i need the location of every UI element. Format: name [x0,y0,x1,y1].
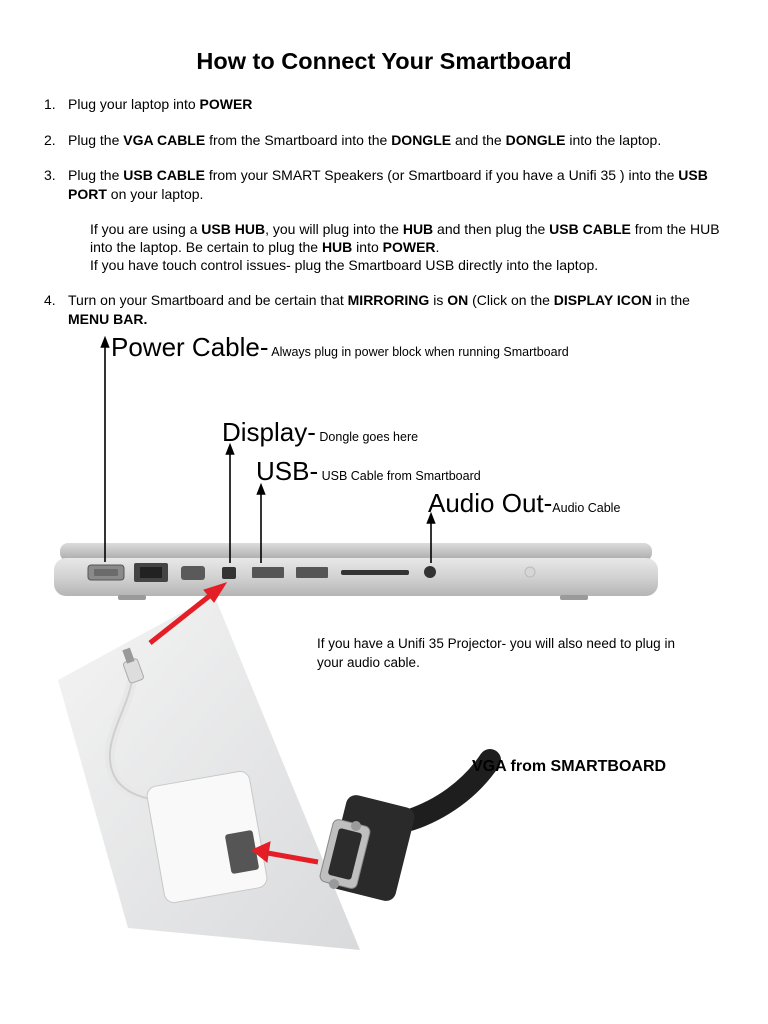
bold-term: VGA CABLE [123,132,206,148]
page-title: How to Connect Your Smartboard [196,48,572,74]
bold-term: DISPLAY ICON [553,292,652,308]
firewire-port [181,566,205,580]
bold-term: USB CABLE [549,221,631,237]
step-number: 3. [44,167,56,183]
text-run: Plug the [68,132,124,148]
step-number: 1. [44,96,56,112]
text-run: from the Smartboard into the [205,132,392,148]
bold-term: MIRRORING [347,292,430,308]
dongle-photo [58,595,360,950]
bold-term: USB CABLE [123,167,205,183]
usb-hub-note-line-2: If you have touch control issues- plug the Smartboard USB directly into the laptop. [90,257,599,273]
bold-term: POWER [199,96,253,112]
text-run: and the [451,132,506,148]
text-run: . [435,239,440,255]
text-run: If you are using a [90,221,202,237]
bold-term: HUB [402,221,434,237]
usb-callout: USB- USB Cable from Smartboard [256,456,481,486]
callout-pointers [102,338,435,563]
bold-term: HUB [321,239,353,255]
text-run: from your SMART Speakers (or Smartboard if you have a Unifi 35 ) into the [204,167,679,183]
sd-card-slot [341,570,409,575]
bold-term: DONGLE [391,132,452,148]
text-run: (Click on the [468,292,554,308]
usb-port-2 [296,567,328,578]
magsafe-power-port [88,565,124,580]
vga-label: VGA from SMARTBOARD [472,758,667,775]
bold-term: MENU BAR. [68,311,148,327]
bold-term: USB PORT [68,167,708,202]
unifi-note: If you have a Unifi 35 Projector- you will also need to plug in your audio cable. [317,636,675,670]
text-run: , you will plug into the [265,221,403,237]
audio-out-callout: Audio Out-Audio Cable [428,488,621,518]
ethernet-port [134,563,168,582]
display-callout: Display- Dongle goes here [222,417,419,447]
power-cable-callout: Power Cable- Always plug in power block when running Smartboard [111,332,569,362]
mini-displayport [222,567,236,579]
step-number: 2. [44,132,56,148]
text-run: from the HUB into the laptop. Be certain to plug the [90,221,720,255]
usb-port-1 [252,567,284,578]
text-run: in the [651,292,690,308]
bold-term: POWER [382,239,436,255]
text-run: and then plug the [433,221,550,237]
text-run: Plug the [68,167,124,183]
vga-cable-photo [319,760,490,903]
text-run: on your laptop. [106,186,204,202]
step-number: 4. [44,292,56,308]
bold-term: DONGLE [505,132,566,148]
text-run: is [429,292,448,308]
laptop-image [54,543,658,600]
audio-out-port [424,566,436,578]
bold-term: ON [447,292,469,308]
text-run: Turn on your Smartboard and be certain that [68,292,348,308]
bold-term: USB HUB [201,221,266,237]
text-run: Plug your laptop into [68,96,200,112]
text-run: into [352,239,383,255]
text-run: into the laptop. [565,132,662,148]
